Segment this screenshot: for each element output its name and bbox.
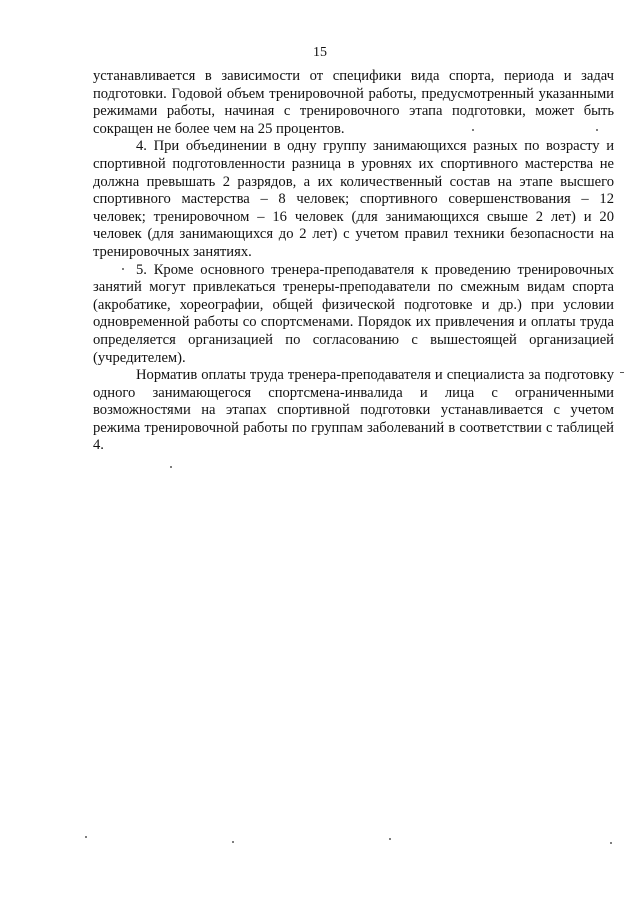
scan-speck bbox=[122, 268, 124, 270]
page-number: 15 bbox=[313, 45, 327, 60]
paragraph-item-5: 5. Кроме основного тренера-преподавателя к проведению тренировочных занятий могут привлекаться тренеры-преподаватели по смежным видам спорта (акробатике, хореографии, общей физической подготовке и др.) при условии одновременной работы со спортсменами. Порядок их привлечения и оплаты труда определяется организацией по согласованию с вышестоящей организацией (учредителем). bbox=[93, 261, 614, 366]
scan-speck bbox=[170, 466, 172, 468]
scan-speck bbox=[596, 129, 598, 131]
scan-speck bbox=[620, 372, 624, 373]
scan-speck bbox=[85, 836, 87, 838]
scan-speck bbox=[472, 129, 474, 131]
document-body bbox=[93, 68, 614, 455]
paragraph-norm: Норматив оплаты труда тренера-преподавателя и специалиста за подготовку одного занимающегося спортсмена-инвалида и лица с ограниченными возможностями на этапах спортивной подготовки устанавливается с учетом режима тренировочной работы по группам заболеваний в соответствии с таблицей 4. bbox=[93, 367, 614, 454]
paragraph-continuation: устанавливается в зависимости от специфики вида спорта, периода и задач подготовки. Годовой объем тренировочной работы, предусмотренный указанными режимами работы, начиная с тренировочного этапа подготовки, может быть сокращен не более чем на 25 процентов. bbox=[93, 68, 614, 137]
paragraph-item-4: 4. При объединении в одну группу занимающихся разных по возрасту и спортивной подготовленности разница в уровнях их спортивного мастерства не должна превышать 2 разрядов, а их количественный состав на этапе высшего спортивного мастерства – 8 человек; спортивного совершенствования – 12 человек; тренировочном – 16 человек (для занимающихся свыше 2 лет) и 20 человек (для занимающихся до 2 лет) с учетом правил техники безопасности на тренировочных занятиях. bbox=[93, 138, 614, 260]
scan-speck bbox=[232, 841, 234, 843]
scan-speck bbox=[389, 838, 391, 840]
scan-speck bbox=[610, 842, 612, 844]
